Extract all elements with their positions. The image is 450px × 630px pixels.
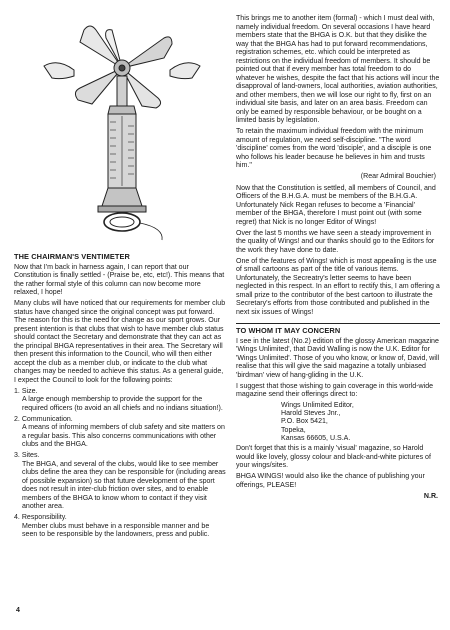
- right-column: [236, 15, 440, 501]
- list-item-body: The BHGA, and several of the clubs, would like to see member clubs define the area they can be responsible for (including areas of possible expansion) so that future development of the sport does not result in inter-club friction over sites, and to enable members of the BHGA to know whom to contact if they visit another area.: [22, 460, 226, 510]
- paragraph: I see in the latest (No.2) edition of the glossy American magazine 'Wings Unlimited', that David Walling is now the U.K. Editor for 'Wings Unlimited'. Those of you who know, or know of, David, will realise that this will give the said magazine a totally unbiased 'birdman' view of hang-gliding in the U.K.: [236, 337, 440, 379]
- article-heading: THE CHAIRMAN'S VENTIMETER: [14, 252, 130, 261]
- paragraph: Now that I'm back in harness again, I can report that our Constitution is finally settled - (Praise be, etc, etc!). This means that the rather formal style of this column can now become more relaxed, I hope!: [14, 263, 225, 296]
- list-item-title: 1. Size.: [14, 387, 38, 395]
- list-item-body: A means of informing members of club safety and site matters on a regular basis. This also concerns communications with other clubs and the BHGA.: [22, 424, 225, 448]
- paragraph: BHGA WINGS! would also like the chance of publishing your offerings, PLEASE!: [236, 473, 425, 489]
- address-line: Harold Steves Jnr.,: [281, 410, 341, 418]
- list-item-title: 2. Communication.: [14, 415, 73, 423]
- address-line: Wings Unlimited Editor,: [281, 402, 354, 409]
- paragraph: This brings me to another item (formal) - which I must deal with, namely individual freedom. On several occasions I have heard members state that the BHGA is O.K. but that they dislike the way that the BHGA has had to put forward recommendations, registration schemes, etc. which could be interpreted as restrictions on the individual freedom of members. It should be pointed out that if every member has total freedom to do whatever he wishes, despite the fact that his actions will incur the disapproval of land-owners, local authorities, aviation authorities, and other members, then we will lose our right to fly, first on an individual site basis, and later on an area basis. Freedom can only be earned by responsible behaviour, or be bought on a limited basis by legislation.: [236, 15, 440, 124]
- page-number: 4: [16, 607, 20, 614]
- paragraph: To retain the maximum individual freedom with the minimum amount of regulation, we need self-discipline. "The word 'discipline' comes from the word 'disciple', and a disciple is one who follows his leader because he believes in him and trusts him.": [236, 128, 432, 169]
- paragraph: Now that the Constitution is settled, all members of Council, and Officers of the B.H.G.A. must be members of the B.H.G.A. Unfortunately Nick Regan refuses to become a 'Financial' member of the BHGA, therefore I must point out (with some regret) that Nick is no longer Editor of Wings!: [236, 184, 436, 226]
- paragraph: Over the last 5 months we have seen a steady improvement in the quality of Wings! and our thanks should go to the Editors for the work they have done to date.: [236, 229, 435, 254]
- paragraph: Don't forget that this is a mainly 'visual' magazine, so Harold would like lovely, glossy colour and black-and-white pictures of your wings/sites.: [236, 445, 431, 470]
- mailing-address: [236, 402, 440, 443]
- left-column: [14, 253, 226, 542]
- address-line: P.O. Box 5421,: [281, 418, 328, 426]
- paragraph: One of the features of Wings! which is most appealing is the use of small cartoons as part of the title of various items. Unfortunately, the Secreatry's letter seems to have been neglected in this respect. In an effort to rectify this, I am offering a small prize to the contributor of the best cartoon to illustrate the Secretary's efforts from those contributed and published in the next six issues of Wings!: [236, 257, 440, 316]
- ventimeter-illustration: [14, 18, 226, 250]
- signature: N.R.: [423, 492, 438, 500]
- address-line: Topeka,: [281, 426, 306, 434]
- address-line: Kansas 66605, U.S.A.: [281, 434, 351, 442]
- paragraph: I suggest that those wishing to gain coverage in this world-wide magazine send their offerings direct to:: [236, 382, 434, 398]
- quote-attribution: (Rear Admiral Bouchier): [360, 173, 436, 180]
- section-divider: [236, 323, 440, 324]
- article-heading: TO WHOM IT MAY CONCERN: [236, 326, 341, 335]
- list-item-body: A large enough membership to provide the support for the required officers (to avoid an all chiefs and no indians situation!).: [22, 396, 223, 412]
- list-item-body: Member clubs must behave in a responsible manner and be seen to be responsible by the landowners, press and public.: [22, 522, 210, 538]
- list-item-title: 4. Responsibility.: [14, 514, 67, 521]
- list-item-title: 3. Sites.: [14, 452, 40, 459]
- paragraph: Many clubs will have noticed that our requirements for member club status have changed since the original concept was put forward. The reason for this is the need for change as our sport grows. Our present intention is that clubs that wish to have member club status should contact the Secretary and demonstrate that they can act as the principal BHGA representatives in their area. The Secretary will then present this information to the Council, who will then either accept the club as a member club, or indicate to the club what changes may be needed to achieve this status. As a general guide, I expect the Council to look for the following points:: [14, 300, 226, 384]
